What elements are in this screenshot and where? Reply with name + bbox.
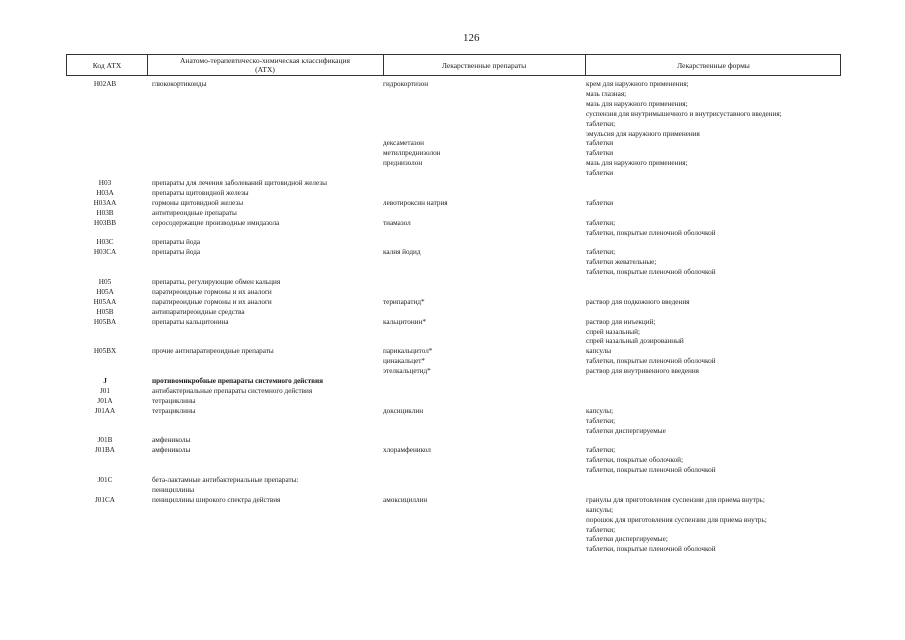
row-form-cell: таблетки;: [586, 525, 616, 534]
row-form-cell: таблетки: [586, 139, 614, 148]
header-classification-line2: (АТХ): [255, 65, 275, 74]
row-name-cell: бета-лактамные антибактериальные препараты:: [152, 476, 299, 484]
row-name-cell: препараты щитовидной железы: [152, 188, 249, 197]
row-form-cell: капсулы;: [586, 406, 614, 415]
row-form-cell: гранулы для приготовления суспензии для приема внутрь;: [586, 495, 765, 504]
row-form-cell: мазь для наружного применения;: [586, 159, 688, 168]
row-form-cell: таблетки, покрытые оболочкой;: [586, 456, 683, 465]
row-form-cell: раствор для внутривенного введения: [586, 367, 699, 376]
row-code-cell: J01B: [97, 436, 113, 445]
row-code-cell: H03AA: [93, 198, 117, 207]
row-drug-cell: преднизолон: [383, 159, 423, 168]
row-name-cell: антибактериальные препараты системного действия: [152, 386, 313, 395]
row-name-cell: прочие антипаратиреоидные препараты: [152, 347, 274, 356]
row-form-cell: эмульсия для наружного применения: [586, 129, 700, 138]
row-form-cell: таблетки жевательные;: [586, 258, 657, 267]
row-drug-cell: левотироксин натрия: [383, 198, 448, 207]
row-name-cell: пенициллины широкого спектра действия: [152, 495, 281, 504]
row-form-cell: таблетки, покрытые пленочной оболочкой: [586, 228, 716, 237]
row-name-cell: глюкокортикоиды: [152, 80, 207, 88]
header-code: Код АТХ: [92, 61, 122, 70]
row-form-cell: таблетки, покрытые пленочной оболочкой: [586, 357, 716, 366]
row-name-cell: препараты, регулирующие обмен кальция: [152, 278, 281, 286]
row-code-cell: H03C: [96, 238, 114, 247]
row-drug-cell: доксициклин: [383, 406, 424, 415]
row-name-cell: амфениколы: [152, 446, 191, 455]
row-name-cell: препараты для лечения заболеваний щитовидной железы: [152, 179, 327, 187]
row-code-cell: H05BA: [93, 317, 117, 326]
row-form-cell: таблетки, покрытые пленочной оболочкой: [586, 466, 716, 475]
row-form-cell: капсулы;: [586, 505, 614, 514]
row-form-cell: таблетки диспергируемые: [586, 426, 666, 435]
row-name-cell: паратиреоидные гормоны и их аналоги: [152, 297, 272, 306]
header-drugs: Лекарственные препараты: [441, 61, 527, 70]
row-code-cell: H05AA: [93, 297, 117, 306]
row-drug-cell: амоксициллин: [383, 495, 428, 504]
row-form-cell: спрей назальный дозированный: [586, 337, 684, 346]
row-form-cell: таблетки, покрытые пленочной оболочкой: [586, 268, 716, 277]
page-number: 126: [463, 32, 480, 44]
row-name-cell: тетрациклины: [152, 396, 196, 405]
row-drug-cell: хлорамфеникол: [383, 446, 431, 455]
row-form-cell: спрей назальный;: [586, 327, 640, 336]
row-code-cell: H03A: [96, 188, 114, 197]
row-name-cell: пенициллины: [152, 485, 195, 494]
row-code-cell: H03B: [96, 208, 114, 217]
row-code-cell: H05: [98, 278, 112, 286]
row-form-cell: порошок для приготовления суспензии для приема внутрь;: [586, 515, 767, 524]
row-code-cell: J01AA: [94, 406, 116, 415]
row-form-cell: таблетки диспергируемые;: [586, 535, 668, 544]
row-code-cell: H03BB: [94, 218, 116, 227]
row-form-cell: мазь глазная;: [586, 89, 627, 98]
row-drug-cell: гидрокортизон: [383, 80, 429, 88]
row-name-cell: тетрациклины: [152, 406, 196, 415]
row-form-cell: крем для наружного применения;: [586, 80, 689, 88]
row-form-cell: капсулы: [586, 347, 612, 356]
row-code-cell: J01: [100, 386, 110, 395]
header-forms: Лекарственные формы: [677, 61, 750, 70]
row-drug-cell: парикальцитол*: [383, 347, 433, 356]
row-code-cell: J: [103, 377, 107, 385]
row-drug-cell: этелкальцетид*: [383, 367, 431, 376]
row-form-cell: мазь для наружного применения;: [586, 99, 688, 108]
row-name-cell: противомикробные препараты системного действия: [152, 377, 324, 385]
row-form-cell: таблетки;: [586, 218, 616, 227]
row-name-cell: паратиреоидные гормоны и их аналоги: [152, 287, 272, 296]
row-code-cell: J01A: [97, 396, 113, 405]
row-name-cell: препараты йода: [152, 238, 201, 247]
row-form-cell: таблетки;: [586, 248, 616, 257]
row-code-cell: H05BX: [93, 347, 117, 356]
row-drug-cell: дексаметазон: [383, 139, 425, 148]
row-form-cell: таблетки;: [586, 446, 616, 455]
header-classification-line1: Анатомо-терапевтическо-химическая классификация: [180, 56, 350, 65]
row-code-cell: H03: [98, 179, 112, 187]
row-form-cell: раствор для подкожного введения: [586, 297, 690, 306]
row-form-cell: раствор для инъекций;: [586, 317, 656, 326]
row-code-cell: J01BA: [95, 446, 115, 455]
row-name-cell: препараты йода: [152, 248, 201, 257]
row-form-cell: таблетки;: [586, 119, 616, 128]
row-form-cell: таблетки: [586, 149, 614, 158]
row-name-cell: амфениколы: [152, 436, 191, 445]
table-header: [66, 54, 841, 76]
row-form-cell: суспензия для внутримышечного и внутрисуставного введения;: [586, 109, 782, 118]
row-drug-cell: калия йодид: [383, 248, 421, 257]
row-name-cell: серосодержащие производные имидазола: [152, 218, 280, 227]
row-form-cell: таблетки: [586, 169, 614, 178]
row-code-cell: H05B: [96, 307, 114, 316]
row-form-cell: таблетки;: [586, 416, 616, 425]
row-code-cell: J01CA: [95, 495, 115, 504]
row-name-cell: гормоны щитовидной железы: [152, 198, 244, 207]
row-drug-cell: метилпреднизолон: [383, 149, 441, 158]
row-drug-cell: цинакальцет*: [383, 357, 426, 366]
row-code-cell: H03CA: [93, 248, 117, 257]
row-name-cell: антитиреоидные препараты: [152, 208, 237, 217]
row-code-cell: H02AB: [93, 80, 117, 88]
row-form-cell: таблетки, покрытые пленочной оболочкой: [586, 545, 716, 554]
row-form-cell: таблетки: [586, 198, 614, 207]
row-code-cell: H05A: [96, 287, 114, 296]
row-drug-cell: кальцитонин*: [383, 317, 426, 326]
row-name-cell: препараты кальцитонина: [152, 317, 229, 326]
row-drug-cell: тиамазол: [383, 218, 411, 227]
row-drug-cell: терипаратид*: [383, 297, 425, 306]
row-code-cell: J01C: [97, 476, 113, 484]
row-name-cell: антипаратиреоидные средства: [152, 307, 245, 316]
